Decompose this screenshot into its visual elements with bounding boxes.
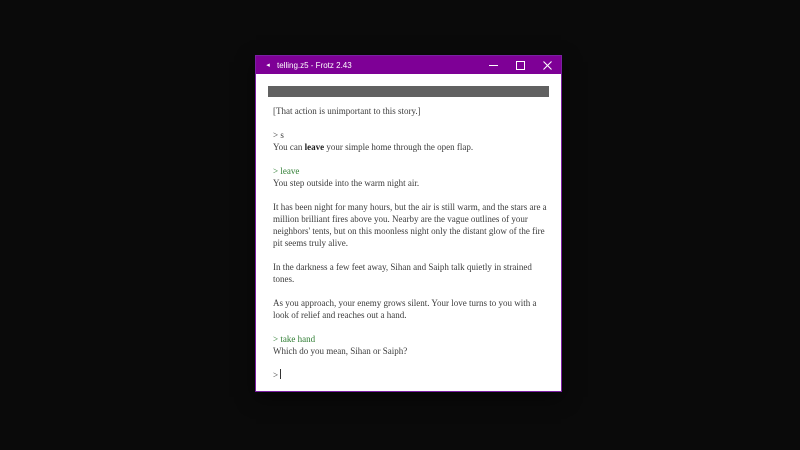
app-icon[interactable]: ◂ <box>266 61 270 69</box>
command-input-line[interactable] <box>273 369 549 381</box>
maximize-button[interactable] <box>507 56 534 74</box>
input-prompt: > <box>273 370 279 380</box>
story-paragraph: In the darkness a few feet away, Sihan and Saiph talk quietly in strained tones. <box>273 262 532 284</box>
command-block <box>273 165 549 189</box>
command-block <box>273 333 549 357</box>
window-title: telling.z5 - Frotz 2.43 <box>277 60 352 70</box>
story-paragraph: As you approach, your enemy grows silent. Your love turns to you with a look of relief and reaches out a hand. <box>273 298 537 320</box>
response-text-pre: You can <box>273 142 305 152</box>
command-echo: > s <box>273 130 284 140</box>
command-prompt: > <box>273 334 279 344</box>
minimize-icon <box>489 61 498 70</box>
close-icon <box>543 61 552 70</box>
response-text: You step outside into the warm night air. <box>273 178 420 188</box>
command-block <box>273 129 549 153</box>
command-text: take hand <box>280 334 316 344</box>
command-text: leave <box>280 166 300 176</box>
response-keyword: leave <box>304 142 325 152</box>
game-content[interactable] <box>256 74 561 391</box>
minimize-button[interactable] <box>480 56 507 74</box>
story-line: [That action is unimportant to this story.] <box>273 106 421 116</box>
response-text-post: your simple home through the open flap. <box>324 142 474 152</box>
command-prompt: > <box>273 166 279 176</box>
maximize-icon <box>516 61 525 70</box>
story-text <box>273 105 549 381</box>
close-button[interactable] <box>534 56 561 74</box>
title-bar[interactable] <box>256 56 561 74</box>
frotz-window <box>256 56 561 391</box>
response-text: Which do you mean, Sihan or Saiph? <box>273 346 408 356</box>
text-cursor <box>280 369 281 379</box>
story-paragraph: It has been night for many hours, but the air is still warm, and the stars are a million brilliant fires above you. Nearby are the vague outlines of your neighbors' tents, but on this moonless night only the distant glow of the fire pit seems truly alive. <box>273 202 547 248</box>
status-bar <box>268 86 549 97</box>
